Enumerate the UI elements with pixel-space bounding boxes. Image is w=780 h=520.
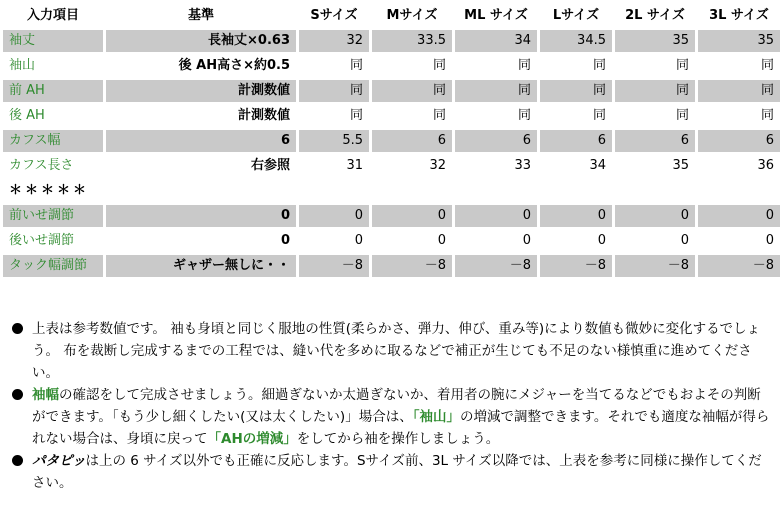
cell-value: 34.5: [540, 30, 612, 52]
cell-value: 同: [372, 105, 452, 127]
cell-value: 同: [615, 105, 695, 127]
header-item: 入力項目: [3, 5, 103, 27]
cell-value: 同: [372, 55, 452, 77]
cell-value: 0: [698, 230, 780, 252]
row-basis: 長袖丈×0.63: [106, 30, 296, 52]
cell-value: 5.5: [299, 130, 369, 152]
header-size-ml: ML サイズ: [455, 5, 537, 27]
row-label: 前 AH: [3, 80, 103, 102]
cell-value: 35: [698, 30, 780, 52]
row-basis: 後 AH高さ×約0.5: [106, 55, 296, 77]
row-basis: 計測数値: [106, 80, 296, 102]
separator-stars: ＊＊＊＊＊: [3, 180, 780, 202]
header-size-s: Sサイズ: [299, 5, 369, 27]
cell-value: 同: [299, 80, 369, 102]
cell-value: 同: [299, 55, 369, 77]
cell-value: 0: [299, 230, 369, 252]
row-label: 前いせ調節: [3, 205, 103, 227]
cell-value: 同: [299, 105, 369, 127]
note-text: をしてから袖を操作しましょう。: [296, 431, 500, 447]
cell-value: 0: [372, 230, 452, 252]
cell-value: －8: [299, 255, 369, 277]
row-basis: 右参照: [106, 155, 296, 177]
table-row: [3, 80, 780, 102]
cell-value: －8: [698, 255, 780, 277]
cell-value: －8: [455, 255, 537, 277]
separator-row: [3, 180, 780, 202]
row-basis: 6: [106, 130, 296, 152]
cell-value: 0: [455, 230, 537, 252]
row-label: 袖山: [3, 55, 103, 77]
cell-value: 35: [615, 155, 695, 177]
note-text: の確認をして完成させましょう。細過ぎないか太過ぎないか、着用者の腕にメジャーを当てるなどでもおよその判断ができます。「もう少し細くしたい(又は太くしたい)」場合は、: [32, 387, 761, 425]
bullet-icon: [12, 455, 23, 466]
cell-value: 0: [299, 205, 369, 227]
note-text: は上の 6 サイズ以外でも正確に反応します。Sサイズ前、3L サイズ以降では、上表を参考に同様に操作してください。: [32, 453, 762, 491]
note-text: 上表は参考数値です。 袖も身頃と同じく服地の性質(柔らかさ、弾力、伸び、重み等)により数値も微妙に変化するでしょう。 布を裁断し完成するまでの工程では、縫い代を多めに取るなどで補正が生じても不足のない様慎重に進めてください。: [32, 321, 761, 381]
emphasis-term: 「AHの増減」: [207, 431, 297, 447]
cell-value: 6: [372, 130, 452, 152]
table-row: [3, 130, 780, 152]
cell-value: 32: [299, 30, 369, 52]
cell-value: 6: [540, 130, 612, 152]
row-basis: 0: [106, 205, 296, 227]
table-row: [3, 255, 780, 277]
table-row: [3, 55, 780, 77]
header-size-m: Mサイズ: [372, 5, 452, 27]
row-label: カフス長さ: [3, 155, 103, 177]
cell-value: －8: [372, 255, 452, 277]
cell-value: 同: [615, 55, 695, 77]
cell-value: 0: [372, 205, 452, 227]
row-label: 後いせ調節: [3, 230, 103, 252]
cell-value: 0: [698, 205, 780, 227]
cell-value: 0: [615, 230, 695, 252]
header-size-3l: 3L サイズ: [698, 5, 780, 27]
cell-value: 6: [615, 130, 695, 152]
note-text: の増減で調整できます。それでも適度な袖幅が得られない場合は、身頃に戻って: [32, 409, 770, 447]
row-basis: 0: [106, 230, 296, 252]
cell-value: 33: [455, 155, 537, 177]
cell-value: 0: [615, 205, 695, 227]
cell-value: 同: [455, 55, 537, 77]
header-size-l: Lサイズ: [540, 5, 612, 27]
row-basis: ギャザー無しに・・: [106, 255, 296, 277]
cell-value: 同: [455, 80, 537, 102]
cell-value: 同: [372, 80, 452, 102]
cell-value: 35: [615, 30, 695, 52]
brand-name: パタピッ: [32, 453, 86, 469]
cell-value: 同: [615, 80, 695, 102]
note-paragraph: [12, 384, 772, 450]
cell-value: 同: [540, 55, 612, 77]
cell-value: 34: [455, 30, 537, 52]
table-row: [3, 230, 780, 252]
row-label: 袖丈: [3, 30, 103, 52]
size-table: [0, 2, 780, 280]
cell-value: 6: [698, 130, 780, 152]
table-row: [3, 205, 780, 227]
cell-value: 6: [455, 130, 537, 152]
emphasis-term: 「袖山」: [412, 409, 460, 425]
emphasis-term: 袖幅: [32, 387, 59, 403]
cell-value: 36: [698, 155, 780, 177]
notes-section: [12, 318, 772, 494]
table-row: [3, 155, 780, 177]
row-basis: 計測数値: [106, 105, 296, 127]
cell-value: 同: [698, 55, 780, 77]
cell-value: 32: [372, 155, 452, 177]
note-paragraph: [12, 318, 772, 384]
cell-value: －8: [615, 255, 695, 277]
cell-value: 0: [455, 205, 537, 227]
row-label: 後 AH: [3, 105, 103, 127]
cell-value: 33.5: [372, 30, 452, 52]
cell-value: 同: [540, 105, 612, 127]
cell-value: 31: [299, 155, 369, 177]
cell-value: 34: [540, 155, 612, 177]
header-basis: 基準: [106, 5, 296, 27]
row-label: カフス幅: [3, 130, 103, 152]
row-label: タック幅調節: [3, 255, 103, 277]
table-row: [3, 30, 780, 52]
bullet-icon: [12, 389, 23, 400]
cell-value: 0: [540, 230, 612, 252]
cell-value: 同: [540, 80, 612, 102]
header-row: [3, 5, 780, 27]
cell-value: －8: [540, 255, 612, 277]
cell-value: 同: [698, 105, 780, 127]
cell-value: 同: [455, 105, 537, 127]
cell-value: 0: [540, 205, 612, 227]
header-size-2l: 2L サイズ: [615, 5, 695, 27]
table-row: [3, 105, 780, 127]
cell-value: 同: [698, 80, 780, 102]
bullet-icon: [12, 323, 23, 334]
note-paragraph: [12, 450, 772, 494]
